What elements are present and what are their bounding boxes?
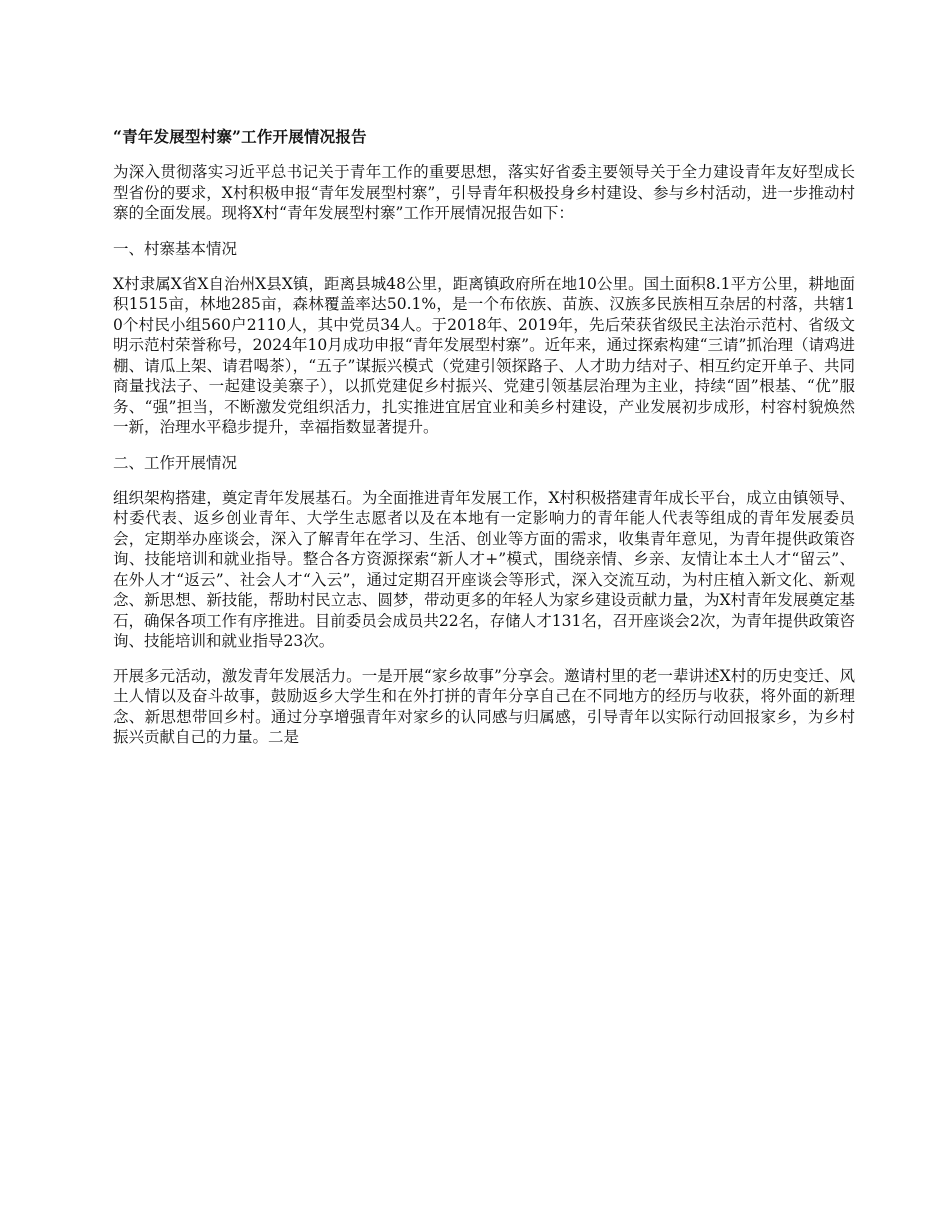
activities-paragraph: 开展多元活动，激发青年发展活力。一是开展“家乡故事”分享会。邀请村里的老一辈讲述X村的历史变迁、风土人情以及奋斗故事，鼓励返乡大学生和在外打拼的青年分享自己在不同地方的经历与收获，将外面的新理念、新思想带回乡村。通过分享增强青年对家乡的认同感与归属感，引导青年以实际行动回报家乡，为乡村振兴贡献自己的力量。二是 [113, 666, 855, 746]
document-title: “青年发展型村寨”工作开展情况报告 [113, 127, 367, 146]
section-heading-work-progress: 二、工作开展情况 [113, 453, 238, 472]
document-body [113, 126, 855, 762]
intro-paragraph: 为深入贯彻落实习近平总书记关于青年工作的重要思想，落实好省委主要领导关于全力建设青年友好型成长型省份的要求，X村积极申报“青年发展型村寨”，引导青年积极投身乡村建设、参与乡村活动，进一步推动村寨的全面发展。现将X村“青年发展型村寨”工作开展情况报告如下： [113, 163, 855, 222]
basic-info-paragraph: X村隶属X省X自治州X县X镇，距离县城48公里，距离镇政府所在地10公里。国土面积8.1平方公里，耕地面积1515亩，林地285亩，森林覆盖率达50.1%，是一个布依族、苗族、汉族多民族相互杂居的村落，共辖10个村民小组560户2110人，其中党员34人。于2018年、2019年，先后荣获省级民主法治示范村、省级文明示范村荣誉称号，2024年10月成功申报“青年发展型村寨”。近年来，通过探索构建“三请”抓治理（请鸡进棚、请瓜上架、请君喝茶），“五子”谋振兴模式（党建引领探路子、人才助力结对子、相互约定开单子、共同商量找法子、一起建设美寨子），以抓党建促乡村振兴、党建引领基层治理为主业，持续“固”根基、“优”服务、“强”担当，不断激发党组织活力，扎实推进宜居宜业和美乡村建设，产业发展初步成形，村容村貌焕然一新，治理水平稳步提升，幸福指数显著提升。 [113, 274, 855, 436]
section-heading-basic-info: 一、村寨基本情况 [113, 239, 238, 258]
organization-paragraph: 组织架构搭建，奠定青年发展基石。为全面推进青年发展工作，X村积极搭建青年成长平台，成立由镇领导、村委代表、返乡创业青年、大学生志愿者以及在本地有一定影响力的青年能人代表等组成的青年发展委员会，定期举办座谈会，深入了解青年在学习、生活、创业等方面的需求，收集青年意见，为青年提供政策咨询、技能培训和就业指导。整合各方资源探索“新人才+”模式，围绕亲情、乡亲、友情让本土人才“留云”、在外人才“返云”、社会人才“入云”，通过定期召开座谈会等形式，深入交流互动，为村庄植入新文化、新观念、新思想、新技能，帮助村民立志、圆梦，带动更多的年轻人为家乡建设贡献力量，为X村青年发展奠定基石，确保各项工作有序推进。目前委员会成员共22名，存储人才131名，召开座谈会2次，为青年提供政策咨询、技能培训和就业指导23次。 [113, 488, 855, 650]
